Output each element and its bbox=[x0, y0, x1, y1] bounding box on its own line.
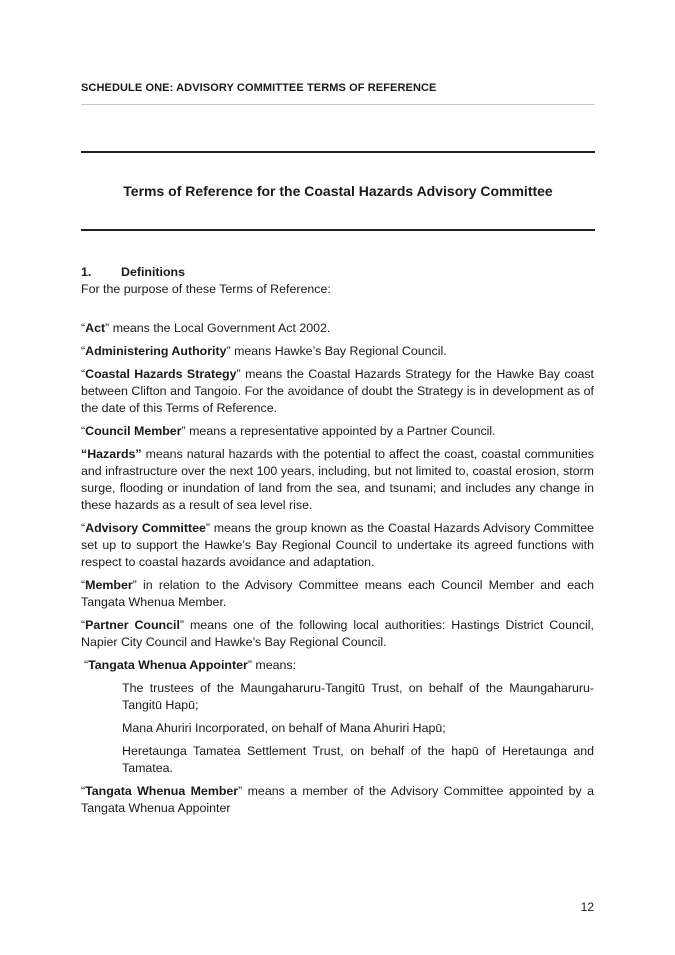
defined-term: Advisory Committee bbox=[85, 521, 206, 535]
definition-text: means a representative appointed by a Partner Council. bbox=[185, 424, 496, 438]
definition-text: means the group known as the Coastal Hazards Advisory Committee set up to support the Hawke’s Bay Regional Council to undertake its agreed functions with respect to coastal hazards avoidance and adaptation. bbox=[81, 521, 594, 569]
definition-member: “Member” in relation to the Advisory Committee means each Council Member and each Tangata Whenua Member. bbox=[81, 578, 594, 609]
title-bottom-rule bbox=[81, 229, 595, 231]
appointer-item: The trustees of the Maungaharuru-Tangitū Trust, on behalf of the Maungaharuru-Tangitū Hapū; bbox=[122, 681, 594, 712]
document-body bbox=[81, 264, 594, 823]
definition-tangata-whenua-appointer: “Tangata Whenua Appointer” means: bbox=[84, 658, 297, 672]
defined-term: Coastal Hazards Strategy bbox=[85, 367, 237, 381]
definition-coastal-hazards-strategy: “Coastal Hazards Strategy” means the Coastal Hazards Strategy for the Hawke Bay coast between Clifton and Tangoio. For the avoidance of doubt the Strategy is in development as of the date of this Terms of Reference. bbox=[81, 367, 594, 415]
definition-advisory-committee: “Advisory Committee” means the group known as the Coastal Hazards Advisory Committee set up to support the Hawke’s Bay Regional Council to undertake its agreed functions with respect to coastal hazards avoidance and adaptation. bbox=[81, 521, 594, 569]
definition-tangata-whenua-member: “Tangata Whenua Member” means a member of the Advisory Committee appointed by a Tangata Whenua Appointer bbox=[81, 784, 594, 815]
title-top-rule bbox=[81, 151, 595, 153]
definition-partner-council: “Partner Council” means one of the following local authorities: Hastings District Council, Napier City Council and Hawke’s Bay Regional Council. bbox=[81, 618, 594, 649]
definition-text: means Hawke’s Bay Regional Council. bbox=[230, 344, 447, 358]
definition-text: in relation to the Advisory Committee means each Council Member and each Tangata Whenua Member. bbox=[81, 578, 594, 609]
page-number: 12 bbox=[580, 900, 594, 914]
defined-term: Member bbox=[85, 578, 133, 592]
document-title: Terms of Reference for the Coastal Hazards Advisory Committee bbox=[123, 183, 553, 199]
section-heading bbox=[81, 264, 594, 281]
definition-text: means one of the following local authorities: Hastings District Council, Napier City Council and Hawke’s Bay Regional Council. bbox=[81, 618, 594, 649]
definition-text: means the Coastal Hazards Strategy for the Hawke Bay coast between Clifton and Tangoio. For the avoidance of doubt the Strategy is in development as of the date of this Terms of Reference. bbox=[81, 367, 594, 415]
definition-administering-authority: “Administering Authority” means Hawke’s Bay Regional Council. bbox=[81, 344, 447, 358]
definition-text: means natural hazards with the potential to affect the coast, coastal communities and infrastructure over the next 100 years, including, but not limited to, coastal erosion, storm surge, flooding or inundation of land from the sea, and tsunami; and includes any change in these hazards as a result of sea level rise. bbox=[81, 447, 594, 512]
header-divider bbox=[81, 104, 595, 105]
defined-term: Administering Authority bbox=[85, 344, 227, 358]
appointer-item: Mana Ahuriri Incorporated, on behalf of Mana Ahuriri Hapū; bbox=[122, 721, 446, 735]
definition-act: “Act” means the Local Government Act 2002. bbox=[81, 321, 331, 335]
defined-term: “Hazards” bbox=[81, 447, 142, 461]
section-number: 1. bbox=[81, 265, 92, 279]
section-intro: For the purpose of these Terms of Reference: bbox=[81, 282, 331, 296]
appointer-item: Heretaunga Tamatea Settlement Trust, on behalf of the hapū of Heretaunga and Tamatea. bbox=[122, 744, 594, 775]
definition-hazards bbox=[81, 446, 594, 514]
definition-text: means: bbox=[251, 658, 297, 672]
definition-text: means the Local Government Act 2002. bbox=[109, 321, 331, 335]
defined-term: Tangata Whenua Appointer bbox=[88, 658, 248, 672]
defined-term: Act bbox=[85, 321, 106, 335]
section-title: Definitions bbox=[121, 265, 186, 279]
defined-term: Partner Council bbox=[85, 618, 180, 632]
defined-term: Council Member bbox=[85, 424, 182, 438]
definition-text: means a member of the Advisory Committee appointed by a Tangata Whenua Appointer bbox=[81, 784, 594, 815]
defined-term: Tangata Whenua Member bbox=[85, 784, 239, 798]
definition-council-member: “Council Member” means a representative appointed by a Partner Council. bbox=[81, 424, 496, 438]
running-header: SCHEDULE ONE: ADVISORY COMMITTEE TERMS OF REFERENCE bbox=[81, 82, 437, 94]
